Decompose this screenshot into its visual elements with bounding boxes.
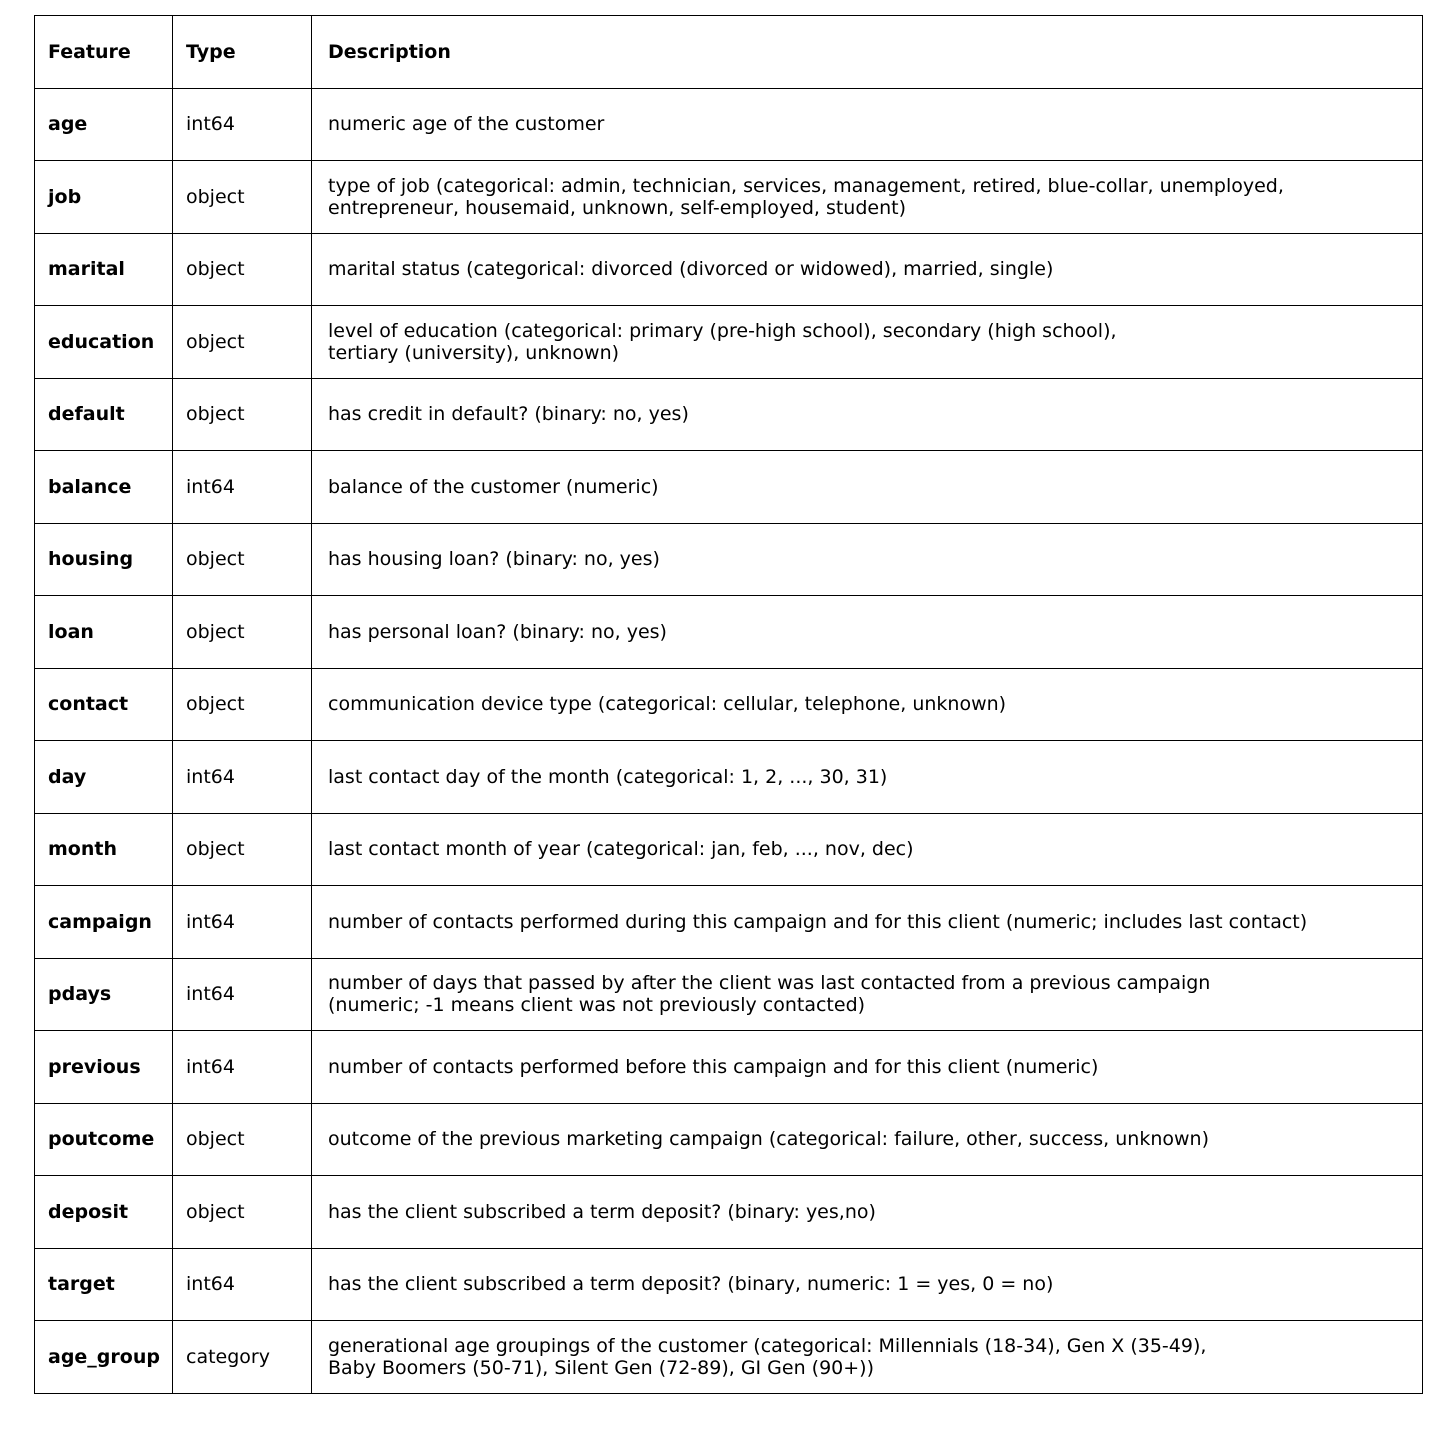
feature-cell: month [35,813,173,886]
description-cell [312,523,1423,596]
description-cell [312,1248,1423,1321]
table-row [35,741,1423,814]
table-row [35,813,1423,886]
description-cell [312,886,1423,959]
type-cell: object [173,378,312,451]
feature-cell: target [35,1248,173,1321]
feature-cell: contact [35,668,173,741]
description-cell [312,306,1423,379]
feature-cell: balance [35,451,173,524]
table-row [35,958,1423,1031]
table-row [35,1176,1423,1249]
type-cell: int64 [173,1031,312,1104]
description-cell [312,233,1423,306]
feature-cell: previous [35,1031,173,1104]
description-cell [312,596,1423,669]
type-cell: object [173,668,312,741]
description-cell [312,1031,1423,1104]
description-line: last contact month of year (categorical: jan, feb, ..., nov, dec) [328,838,914,861]
table-row [35,233,1423,306]
table-row [35,161,1423,234]
type-cell: object [173,161,312,234]
description-line: has the client subscribed a term deposit? (binary, numeric: 1 = yes, 0 = no) [328,1273,1054,1296]
description-cell [312,1103,1423,1176]
type-cell: object [173,596,312,669]
description-line: has the client subscribed a term deposit? (binary: yes,no) [328,1200,876,1223]
description-line: Baby Boomers (50-71), Silent Gen (72-89), GI Gen (90+)) [328,1356,875,1379]
header-feature: Feature [35,16,173,89]
description-cell [312,1176,1423,1249]
description-line: number of contacts performed during this campaign and for this client (numeric; includes last contact) [328,910,1308,933]
header-type: Type [173,16,312,89]
type-cell: object [173,1176,312,1249]
description-line: entrepreneur, housemaid, unknown, self-employed, student) [328,196,907,219]
type-cell: int64 [173,741,312,814]
table-row [35,886,1423,959]
description-line: has personal loan? (binary: no, yes) [328,620,667,643]
feature-cell: default [35,378,173,451]
table-row [35,668,1423,741]
table-row [35,523,1423,596]
description-line: level of education (categorical: primary (pre-high school), secondary (high school), [328,319,1117,342]
type-cell: int64 [173,1248,312,1321]
table-row [35,1248,1423,1321]
description-cell [312,813,1423,886]
type-cell: int64 [173,451,312,524]
type-cell: int64 [173,958,312,1031]
feature-cell: day [35,741,173,814]
table-row [35,1103,1423,1176]
table-row [35,378,1423,451]
description-line: last contact day of the month (categorical: 1, 2, ..., 30, 31) [328,765,888,788]
description-line: generational age groupings of the customer (categorical: Millennials (18-34), Gen X (35-49), [328,1334,1207,1357]
table-row [35,1031,1423,1104]
header-row [35,16,1423,89]
description-cell [312,1321,1423,1394]
description-cell [312,958,1423,1031]
type-cell: object [173,813,312,886]
description-line: has credit in default? (binary: no, yes) [328,403,689,426]
table-row [35,596,1423,669]
feature-cell: education [35,306,173,379]
feature-cell: housing [35,523,173,596]
feature-cell: marital [35,233,173,306]
header-description: Description [312,16,1423,89]
table-body [35,88,1423,1393]
description-line: has housing loan? (binary: no, yes) [328,548,660,571]
feature-cell: poutcome [35,1103,173,1176]
feature-table [34,15,1423,1394]
description-line: balance of the customer (numeric) [328,475,659,498]
description-line: marital status (categorical: divorced (divorced or widowed), married, single) [328,258,1054,281]
table-row [35,1321,1423,1394]
type-cell: object [173,523,312,596]
description-cell [312,741,1423,814]
feature-cell: age_group [35,1321,173,1394]
description-cell [312,451,1423,524]
feature-cell: age [35,88,173,161]
description-cell [312,378,1423,451]
description-line: type of job (categorical: admin, technician, services, management, retired, blue-collar, unemployed, [328,174,1284,197]
type-cell: category [173,1321,312,1394]
feature-cell: pdays [35,958,173,1031]
description-line: outcome of the previous marketing campaign (categorical: failure, other, success, unknown) [328,1128,1210,1151]
feature-cell: deposit [35,1176,173,1249]
description-cell [312,668,1423,741]
type-cell: int64 [173,886,312,959]
table-row [35,88,1423,161]
table-row [35,306,1423,379]
description-line: numeric age of the customer [328,113,605,136]
description-line: communication device type (categorical: cellular, telephone, unknown) [328,693,1007,716]
feature-cell: campaign [35,886,173,959]
feature-cell: loan [35,596,173,669]
type-cell: object [173,233,312,306]
type-cell: int64 [173,88,312,161]
description-line: tertiary (university), unknown) [328,341,620,364]
description-line: number of days that passed by after the client was last contacted from a previous campaign [328,972,1211,995]
description-line: number of contacts performed before this campaign and for this client (numeric) [328,1055,1099,1078]
description-cell [312,161,1423,234]
table-row [35,451,1423,524]
feature-cell: job [35,161,173,234]
type-cell: object [173,1103,312,1176]
description-line: (numeric; -1 means client was not previously contacted) [328,994,866,1017]
description-cell [312,88,1423,161]
type-cell: object [173,306,312,379]
